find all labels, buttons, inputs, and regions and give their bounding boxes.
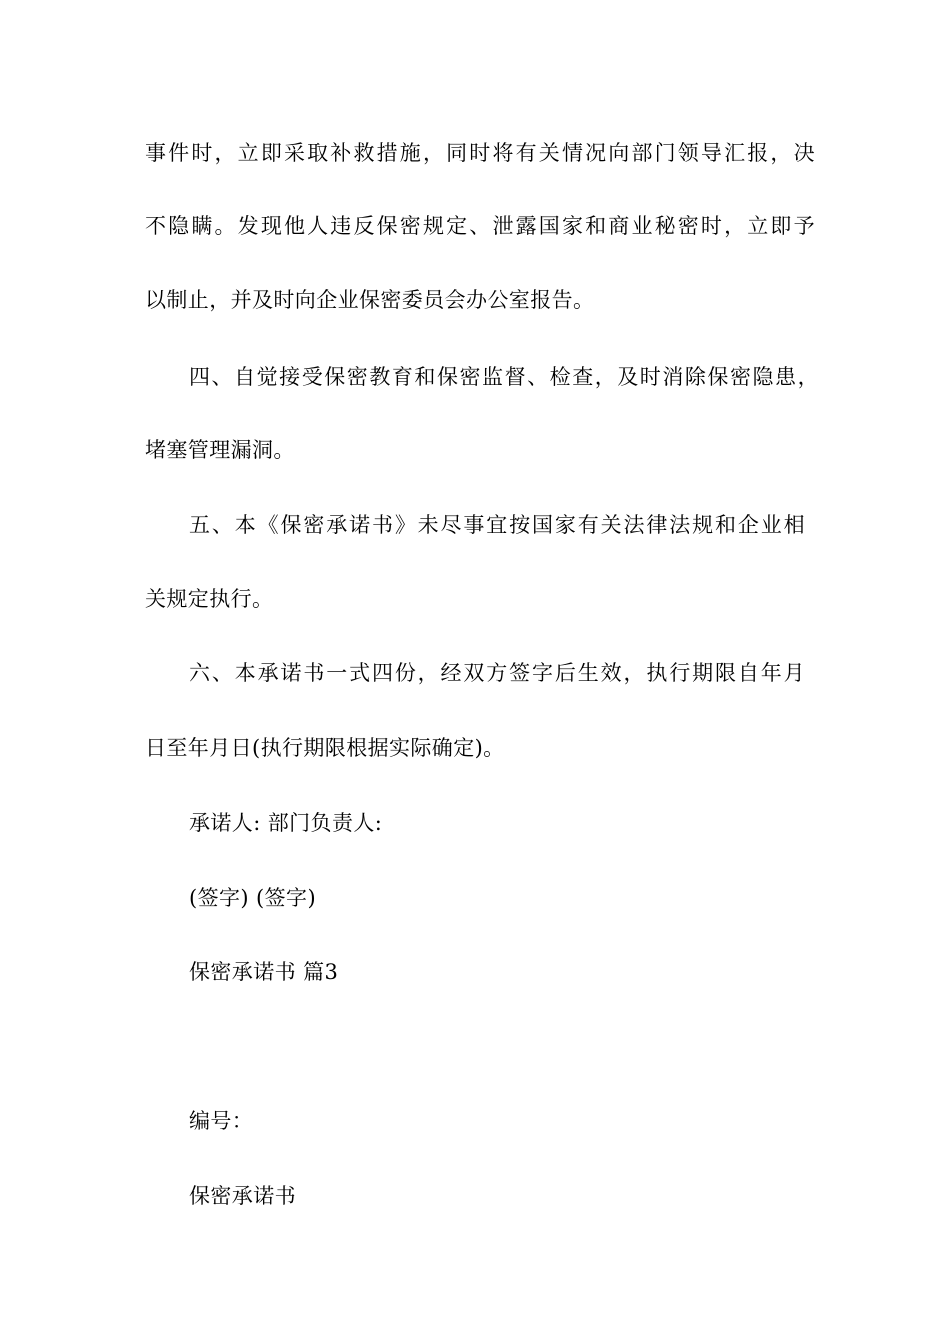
paragraph-line: 五、本《保密承诺书》未尽事宜按国家有关法律法规和企业相 [189, 513, 805, 537]
paragraph-line: 六、本承诺书一式四份，经双方签字后生效，执行期限自年月 [189, 661, 805, 685]
paragraph-line: 关规定执行。 [145, 587, 274, 611]
paragraph-line: 堵塞管理漏洞。 [145, 438, 295, 462]
signature-labels: 承诺人: 部门负责人: [189, 811, 383, 835]
paragraph-line: 四、自觉接受保密教育和保密监督、检查，及时消除保密隐患， [189, 365, 819, 389]
signature-placeholders: (签字) (签字) [189, 886, 317, 910]
paragraph-line: 以制止，并及时向企业保密委员会办公室报告。 [145, 288, 595, 312]
section-heading: 保密承诺书 篇3 [189, 960, 339, 984]
document-title: 保密承诺书 [189, 1184, 296, 1208]
paragraph-line: 事件时，立即采取补救措施，同时将有关情况向部门领导汇报，决 [145, 141, 815, 165]
paragraph-line: 不隐瞒。发现他人违反保密规定、泄露国家和商业秘密时，立即予 [145, 214, 815, 238]
serial-number-label: 编号： [189, 1109, 254, 1133]
paragraph-line: 日至年月日(执行期限根据实际确定)。 [145, 736, 505, 760]
